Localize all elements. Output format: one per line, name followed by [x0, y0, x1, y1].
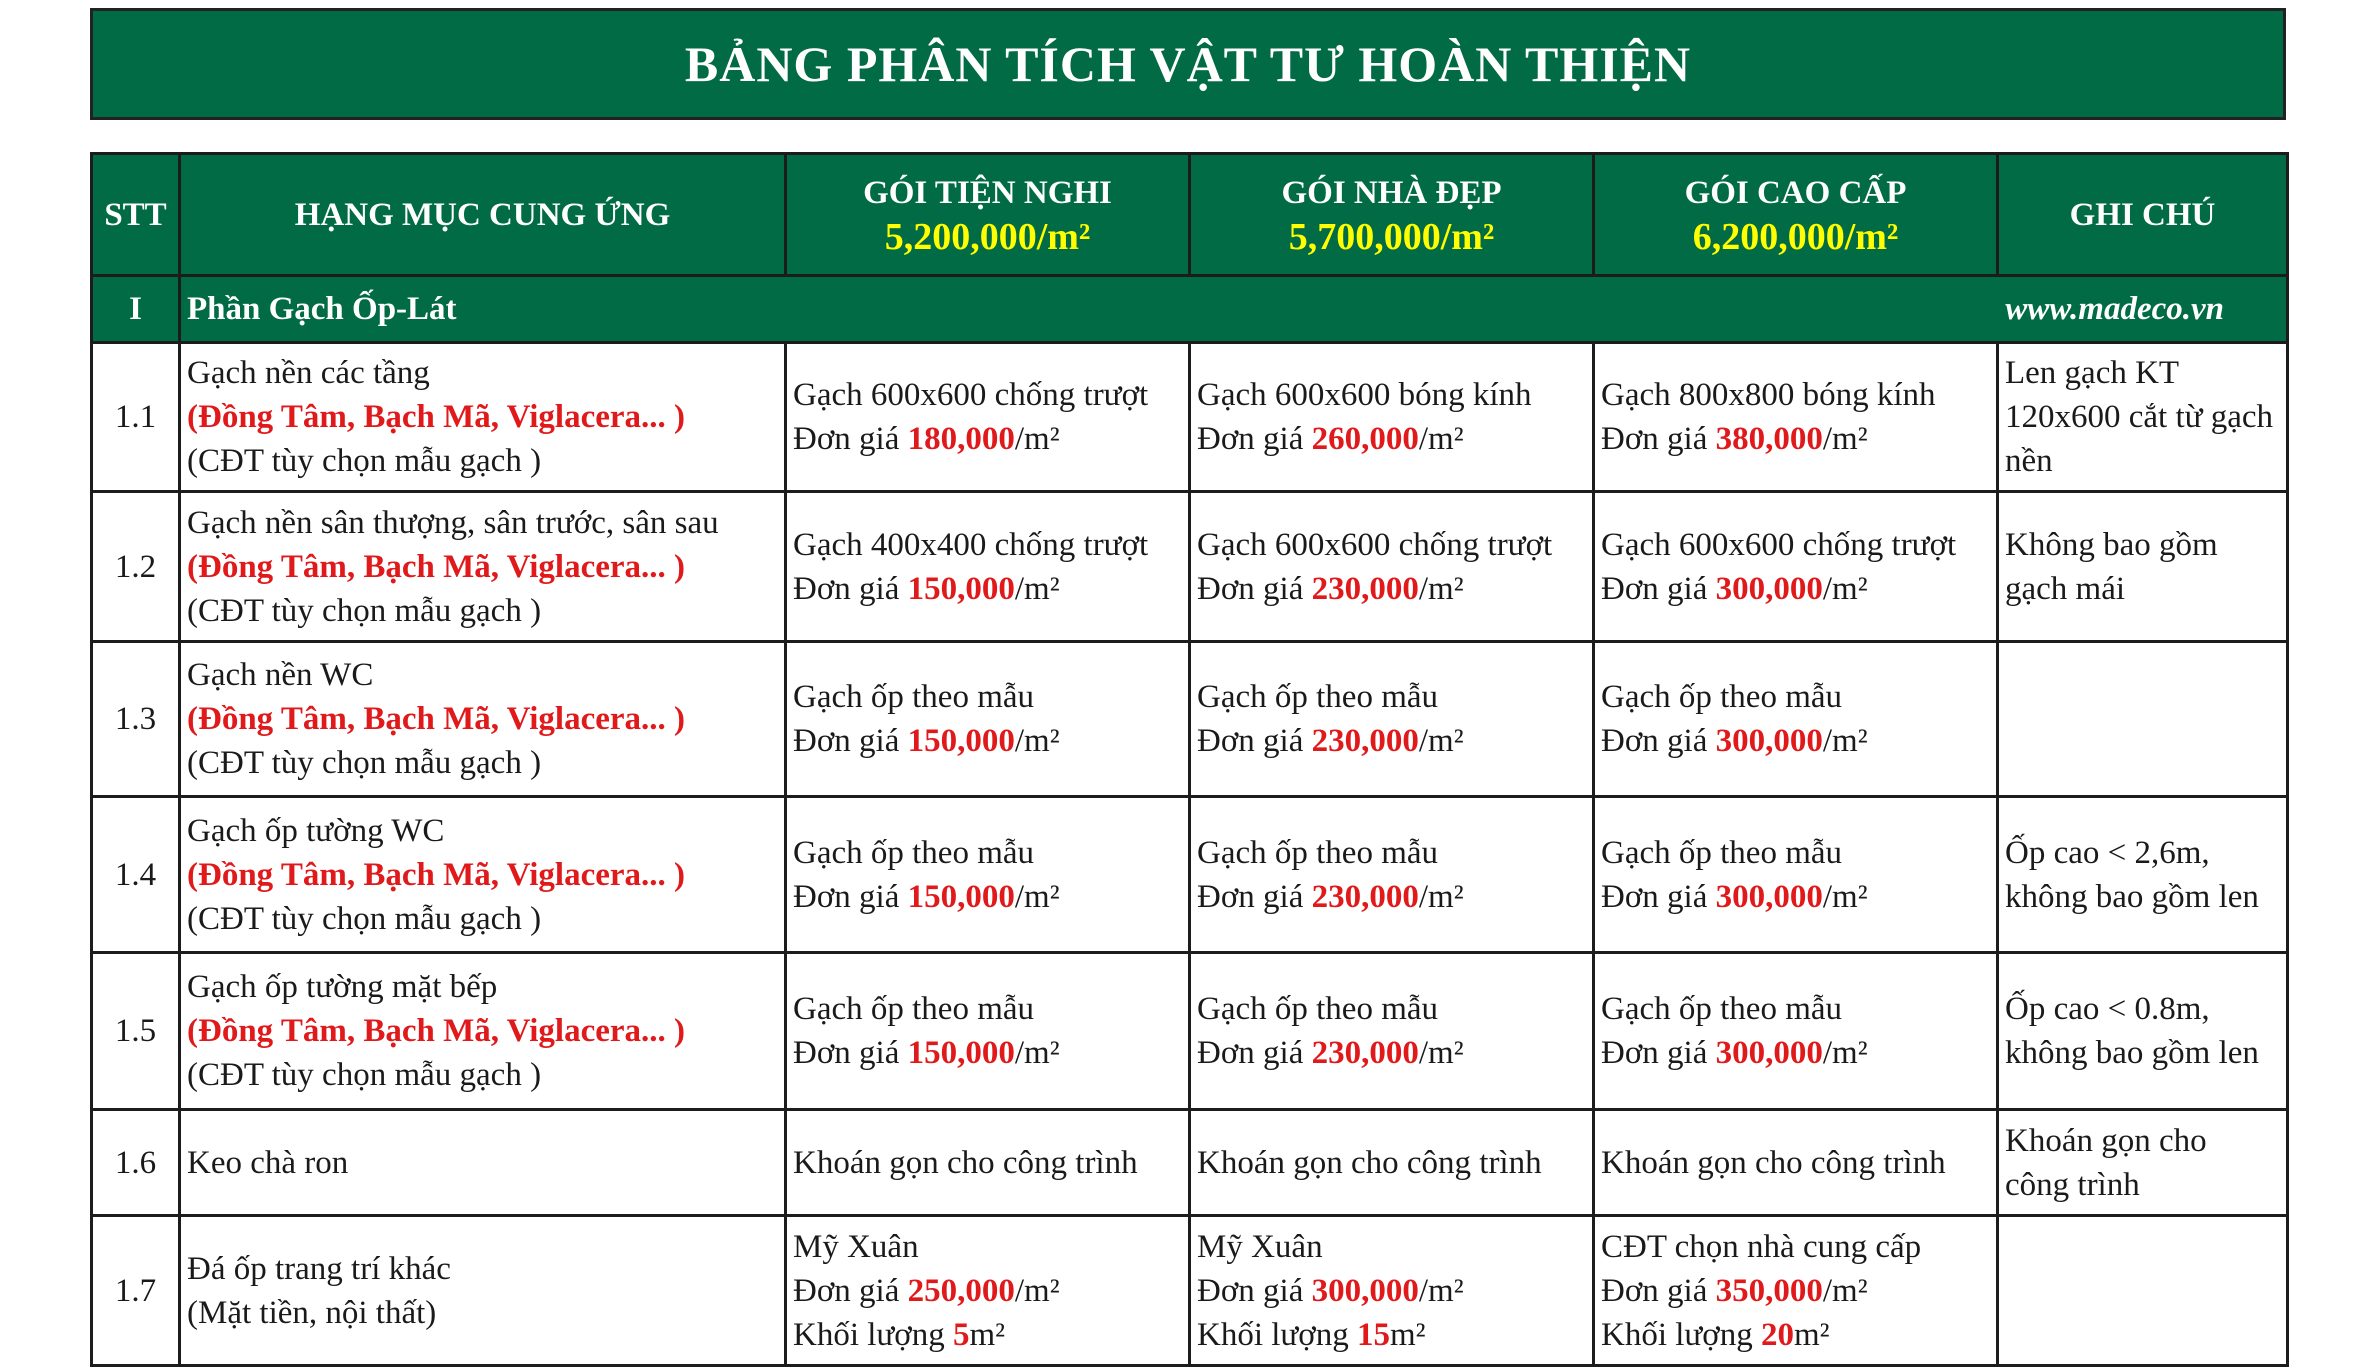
note-line: Khoán gọn cho	[2005, 1122, 2207, 1159]
unit: /m²	[1822, 1272, 1868, 1309]
item-name: Gạch nền WC	[187, 657, 374, 693]
cell-desc: Gạch ốp theo mẫu	[793, 991, 1035, 1027]
unit-price-label: Đơn giá	[793, 1035, 908, 1071]
package-cell	[786, 642, 1190, 797]
table-row	[92, 343, 2288, 492]
row-number: 1.3	[92, 642, 180, 797]
unit-price-label: Đơn giá	[793, 1272, 908, 1309]
row-number: 1.5	[92, 953, 180, 1110]
cell-desc: Gạch ốp theo mẫu	[1197, 834, 1439, 871]
website-link[interactable]: www.madeco.vn	[2005, 291, 2224, 327]
item-name: Gạch ốp tường mặt bếp	[187, 969, 498, 1005]
cell-volume: 5	[953, 1316, 970, 1353]
package-cell	[1594, 953, 1998, 1110]
cell-desc: Gạch ốp theo mẫu	[1197, 991, 1439, 1027]
unit-price-label: Đơn giá	[1601, 1272, 1716, 1309]
package-cell	[786, 492, 1190, 642]
item-brands: (Đồng Tâm, Bạch Mã, Viglacera... )	[187, 548, 686, 585]
unit: /m²	[1014, 878, 1060, 915]
section-title-cell	[180, 276, 2288, 343]
note-line: không bao gồm len	[2005, 878, 2259, 915]
cell-price: 180,000	[907, 421, 1015, 457]
page-title: BẢNG PHÂN TÍCH VẬT TƯ HOÀN THIỆN	[90, 8, 2286, 120]
unit-price-label: Đơn giá	[1197, 421, 1312, 457]
item-brands: (Đồng Tâm, Bạch Mã, Viglacera... )	[187, 856, 686, 893]
cell-price: 300,000	[1715, 570, 1823, 607]
item-sub: (Mặt tiền, nội thất)	[187, 1294, 437, 1331]
item-cell	[180, 642, 786, 797]
package-price: 5,200,000/m²	[884, 215, 1091, 258]
item-name: Gạch ốp tường WC	[187, 812, 445, 849]
package-name: GÓI TIỆN NGHI	[863, 174, 1112, 211]
table-row	[92, 1110, 2288, 1216]
package-price: 5,700,000/m²	[1288, 215, 1495, 258]
package-cell	[1594, 797, 1998, 953]
unit: /m²	[1014, 570, 1060, 607]
cell-price: 250,000	[907, 1272, 1015, 1309]
cell-price: 350,000	[1715, 1272, 1823, 1309]
item-choice: (CĐT tùy chọn mẫu gạch )	[187, 443, 542, 479]
cell-desc: Gạch 600x600 chống trượt	[1197, 526, 1553, 563]
item-cell	[180, 797, 786, 953]
cell-desc: Mỹ Xuân	[793, 1228, 919, 1265]
item-cell	[180, 1110, 786, 1216]
unit-price-label: Đơn giá	[1197, 570, 1312, 607]
note-cell	[1998, 1110, 2288, 1216]
item-choice: (CĐT tùy chọn mẫu gạch )	[187, 900, 542, 937]
item-choice: (CĐT tùy chọn mẫu gạch )	[187, 745, 542, 781]
package-cell	[1190, 953, 1594, 1110]
unit: /m²	[1418, 570, 1464, 607]
cell-desc: Mỹ Xuân	[1197, 1228, 1323, 1265]
cell-price: 150,000	[907, 878, 1015, 915]
volume-label: Khối lượng	[1197, 1316, 1358, 1353]
note-line: không bao gồm len	[2005, 1035, 2259, 1071]
cell-desc: Gạch 600x600 chống trượt	[793, 377, 1149, 413]
cell-price: 150,000	[907, 1035, 1015, 1071]
section-number: I	[92, 276, 180, 343]
header-package-standard	[1190, 154, 1594, 276]
cell-desc: Gạch ốp theo mẫu	[793, 679, 1035, 715]
cell-desc: Gạch ốp theo mẫu	[1197, 679, 1439, 715]
cell-price: 300,000	[1715, 878, 1823, 915]
unit-price-label: Đơn giá	[1197, 1035, 1312, 1071]
package-cell	[786, 953, 1190, 1110]
table-row	[92, 953, 2288, 1110]
note-line: 120x600 cắt từ gạch	[2005, 399, 2274, 435]
package-cell	[1594, 492, 1998, 642]
cell-price: 150,000	[907, 723, 1015, 759]
cell-desc: Gạch 400x400 chống trượt	[793, 526, 1149, 563]
item-brands: (Đồng Tâm, Bạch Mã, Viglacera... )	[187, 1013, 686, 1049]
unit: /m²	[1418, 723, 1464, 759]
cell-desc: Khoán gọn cho công trình	[1197, 1144, 1542, 1181]
package-cell	[1594, 1110, 1998, 1216]
unit-price-label: Đơn giá	[793, 878, 908, 915]
cell-price: 230,000	[1311, 878, 1419, 915]
cell-volume: 20	[1761, 1316, 1795, 1353]
unit-price-label: Đơn giá	[1601, 1035, 1716, 1071]
unit-price-label: Đơn giá	[1197, 878, 1312, 915]
row-number: 1.1	[92, 343, 180, 492]
item-cell	[180, 343, 786, 492]
table-header-row	[92, 154, 2288, 276]
item-cell	[180, 953, 786, 1110]
section-title: Phần Gạch Ốp-Lát	[187, 291, 457, 327]
package-cell	[786, 797, 1190, 953]
table-row	[92, 492, 2288, 642]
package-name: GÓI NHÀ ĐẸP	[1281, 174, 1502, 211]
note-cell	[1998, 797, 2288, 953]
row-number: 1.6	[92, 1110, 180, 1216]
unit: /m²	[1418, 878, 1464, 915]
unit-price-label: Đơn giá	[793, 570, 908, 607]
cell-price: 380,000	[1715, 421, 1823, 457]
unit: m²	[1794, 1316, 1830, 1353]
cell-price: 230,000	[1311, 570, 1419, 607]
cell-price: 230,000	[1311, 723, 1419, 759]
header-stt: STT	[92, 154, 180, 276]
unit: /m²	[1418, 1035, 1464, 1071]
package-cell	[1190, 343, 1594, 492]
cell-desc: Gạch ốp theo mẫu	[1601, 991, 1843, 1027]
header-note: GHI CHÚ	[1998, 154, 2288, 276]
cell-desc: Khoán gọn cho công trình	[1601, 1144, 1946, 1181]
note-line: gạch mái	[2005, 570, 2126, 607]
cell-price: 150,000	[907, 570, 1015, 607]
materials-table	[90, 152, 2289, 1367]
volume-label: Khối lượng	[793, 1316, 954, 1353]
package-cell	[1190, 1216, 1594, 1366]
item-choice: (CĐT tùy chọn mẫu gạch )	[187, 1057, 542, 1093]
package-cell	[1190, 492, 1594, 642]
cell-desc: Gạch ốp theo mẫu	[1601, 679, 1843, 715]
note-cell	[1998, 1216, 2288, 1366]
unit: /m²	[1418, 1272, 1464, 1309]
unit-price-label: Đơn giá	[793, 723, 908, 759]
note-cell	[1998, 642, 2288, 797]
unit-price-label: Đơn giá	[1197, 723, 1312, 759]
cell-price: 300,000	[1715, 1035, 1823, 1071]
section-row	[92, 276, 2288, 343]
row-number: 1.2	[92, 492, 180, 642]
cell-price: 260,000	[1311, 421, 1419, 457]
cell-desc: Gạch ốp theo mẫu	[1601, 834, 1843, 871]
cell-desc: Gạch 800x800 bóng kính	[1601, 377, 1936, 413]
item-cell	[180, 492, 786, 642]
cell-desc: Gạch 600x600 chống trượt	[1601, 526, 1957, 563]
item-name: Keo chà ron	[187, 1144, 349, 1181]
package-cell	[1594, 642, 1998, 797]
note-line: Ốp cao < 0.8m,	[2005, 991, 2210, 1027]
volume-label: Khối lượng	[1601, 1316, 1762, 1353]
row-number: 1.4	[92, 797, 180, 953]
cell-price: 300,000	[1715, 723, 1823, 759]
item-name: Gạch nền các tầng	[187, 355, 430, 391]
unit: /m²	[1014, 1035, 1060, 1071]
unit: /m²	[1014, 723, 1060, 759]
unit: /m²	[1822, 723, 1868, 759]
cell-desc: Khoán gọn cho công trình	[793, 1144, 1138, 1181]
cell-desc: Gạch ốp theo mẫu	[793, 834, 1035, 871]
package-cell	[1594, 1216, 1998, 1366]
unit-price-label: Đơn giá	[1197, 1272, 1312, 1309]
unit: /m²	[1822, 570, 1868, 607]
unit-price-label: Đơn giá	[1601, 878, 1716, 915]
package-cell	[786, 1216, 1190, 1366]
item-name: Đá ốp trang trí khác	[187, 1250, 451, 1287]
header-package-basic	[786, 154, 1190, 276]
unit: /m²	[1822, 1035, 1868, 1071]
note-line: Không bao gồm	[2005, 526, 2218, 563]
header-item: HẠNG MỤC CUNG ỨNG	[180, 154, 786, 276]
package-cell	[1190, 797, 1594, 953]
unit-price-label: Đơn giá	[1601, 723, 1716, 759]
package-name: GÓI CAO CẤP	[1684, 174, 1907, 211]
note-cell	[1998, 953, 2288, 1110]
package-cell	[786, 343, 1190, 492]
package-cell	[786, 1110, 1190, 1216]
cell-price: 230,000	[1311, 1035, 1419, 1071]
cell-desc: Gạch 600x600 bóng kính	[1197, 377, 1532, 413]
unit: /m²	[1418, 421, 1464, 457]
table-row	[92, 1216, 2288, 1366]
unit: /m²	[1014, 421, 1060, 457]
cell-volume: 15	[1357, 1316, 1391, 1353]
note-cell	[1998, 492, 2288, 642]
item-name: Gạch nền sân thượng, sân trước, sân sau	[187, 504, 719, 541]
unit-price-label: Đơn giá	[1601, 421, 1716, 457]
cell-desc: CĐT chọn nhà cung cấp	[1601, 1228, 1922, 1265]
note-line: công trình	[2005, 1166, 2140, 1203]
unit: m²	[969, 1316, 1006, 1353]
item-cell	[180, 1216, 786, 1366]
note-line: Len gạch KT	[2005, 355, 2180, 391]
unit: /m²	[1014, 1272, 1060, 1309]
package-cell	[1594, 343, 1998, 492]
package-cell	[1190, 642, 1594, 797]
item-brands: (Đồng Tâm, Bạch Mã, Viglacera... )	[187, 701, 686, 737]
item-choice: (CĐT tùy chọn mẫu gạch )	[187, 592, 542, 629]
row-number: 1.7	[92, 1216, 180, 1366]
table-row	[92, 642, 2288, 797]
cell-price: 300,000	[1311, 1272, 1419, 1309]
package-price: 6,200,000/m²	[1692, 215, 1899, 258]
item-brands: (Đồng Tâm, Bạch Mã, Viglacera... )	[187, 399, 686, 435]
unit-price-label: Đơn giá	[1601, 570, 1716, 607]
table-row	[92, 797, 2288, 953]
unit: /m²	[1822, 878, 1868, 915]
note-cell	[1998, 343, 2288, 492]
unit-price-label: Đơn giá	[793, 421, 908, 457]
note-line: Ốp cao < 2,6m,	[2005, 834, 2210, 871]
unit: m²	[1390, 1316, 1426, 1353]
unit: /m²	[1822, 421, 1868, 457]
note-line: nền	[2005, 443, 2053, 479]
package-cell	[1190, 1110, 1594, 1216]
header-package-premium	[1594, 154, 1998, 276]
